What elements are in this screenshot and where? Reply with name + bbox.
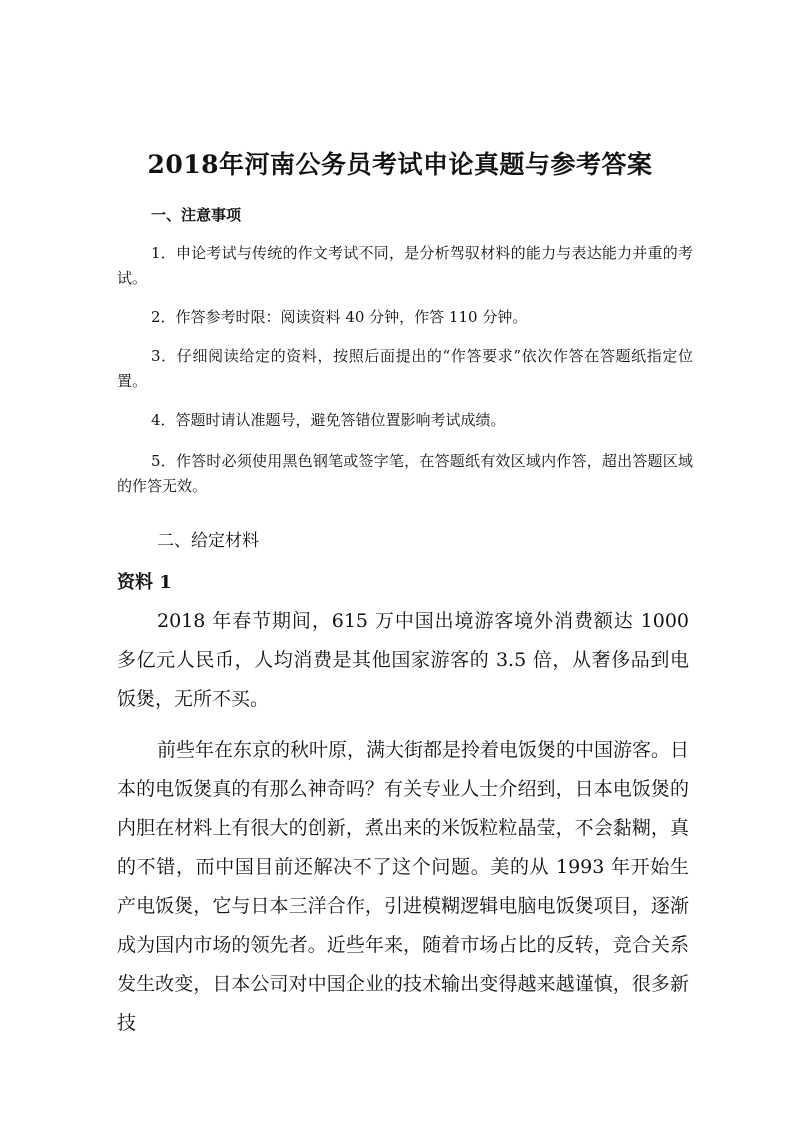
section-heading-notes: 一、注意事项 bbox=[151, 206, 242, 224]
note-item-5: 5．作答时必须使用黑色钢笔或签字笔，在答题纸有效区域内作答，超出答题区域的作答无效。 bbox=[117, 452, 693, 495]
section-heading-materials: 二、给定材料 bbox=[157, 531, 259, 551]
document-title: 2018年河南公务员考试申论真题与参考答案 bbox=[147, 150, 653, 179]
material-paragraph-1: 2018 年春节期间，615 万中国出境游客境外消费额达 1000 多亿元人民币，人均消费是其他国家游客的 3.5 倍，从奢侈品到电饭煲，无所不买。 bbox=[117, 610, 689, 710]
note-item-4: 4．答题时请认准题号，避免答错位置影响考试成绩。 bbox=[151, 411, 506, 429]
note-item-2: 2．作答参考时限：阅读资料 40 分钟，作答 110 分钟。 bbox=[151, 308, 528, 326]
material-heading: 资料 1 bbox=[117, 572, 172, 593]
note-item-1: 1．申论考试与传统的作文考试不同，是分析驾驭材料的能力与表达能力并重的考试。 bbox=[117, 244, 693, 287]
note-item-3: 3．仔细阅读给定的资料，按照后面提出的“作答要求”依次作答在答题纸指定位置。 bbox=[117, 347, 693, 390]
material-paragraph-2: 前些年在东京的秋叶原，满大街都是拎着电饭煲的中国游客。日本的电饭煲真的有那么神奇吗？有关专业人士介绍到，日本电饭煲的内胆在材料上有很大的创新，煮出来的米饭粒粒晶莹，不会黏糊，真的不错，而中国目前还解决不了这个问题。美的从 1993 年开始生产电饭煲，它与日本三洋合作，引进模糊逻辑电脑电饭煲项目，逐渐成为国内市场的领先者。近些年来，随着市场占比的反转，竞合关系发生改变，日本公司对中国企业的技术输出变得越来越谨慎，很多新技 bbox=[117, 739, 690, 1034]
